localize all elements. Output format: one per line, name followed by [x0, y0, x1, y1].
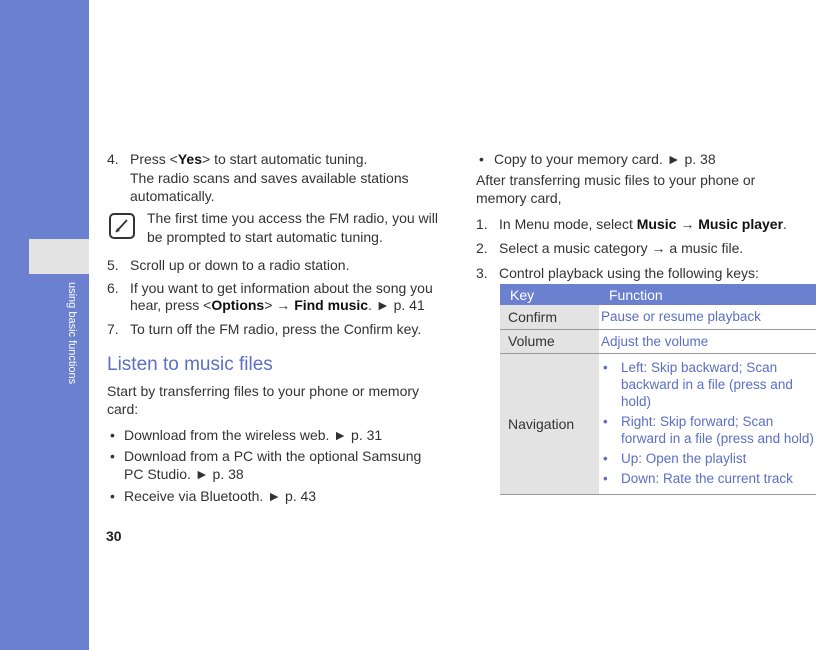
section-heading: Listen to music files — [107, 354, 273, 375]
intro-line2: card: — [107, 401, 139, 417]
step-4-text: Press <Yes> to start automatic tuning. — [130, 151, 368, 167]
bullet-marker: • — [110, 427, 115, 443]
sidebar-label: using basic functions — [66, 282, 78, 385]
step-6-line1: If you want to get information about the song you — [130, 280, 433, 296]
bullet-memory-card: Copy to your memory card. ► p. 38 — [494, 151, 716, 167]
step-4-number: 4. — [107, 151, 119, 167]
step-4-line3: automatically. — [130, 188, 215, 204]
step-6-number: 6. — [107, 280, 119, 296]
bullet-marker: • — [110, 488, 115, 504]
find-music-key: Find music — [294, 297, 369, 313]
r-step-2-number: 2. — [476, 240, 488, 256]
yes-key: Yes — [177, 151, 202, 167]
list-item: • Down: Rate the current track — [601, 470, 816, 487]
step-7-text: To turn off the FM radio, press the Confirm key. — [130, 321, 422, 337]
r-step-3-number: 3. — [476, 265, 488, 281]
bullet-bluetooth: Receive via Bluetooth. ► p. 43 — [124, 488, 317, 504]
list-item: • Left: Skip backward; Scan backward in a file (press and hold) — [601, 359, 816, 410]
list-item: • Right: Skip forward; Scan forward in a file (press and hold) — [601, 413, 816, 447]
bullet-marker: • — [110, 448, 115, 464]
page-number: 30 — [106, 528, 122, 544]
intro-line1: Start by transferring files to your phone or memory — [107, 383, 420, 399]
navigation-list — [601, 354, 816, 494]
step-5-text: Scroll up or down to a radio station. — [130, 257, 350, 273]
header-key: Key — [500, 284, 599, 305]
table-row — [500, 353, 816, 494]
header-function: Function — [599, 284, 816, 305]
r-step-3-text: Control playback using the following keys: — [499, 265, 759, 281]
step-4-line2: The radio scans and saves available stations — [130, 170, 409, 186]
key-cell: Volume — [500, 329, 599, 353]
step-5-number: 5. — [107, 257, 119, 273]
music-player-key: Music player — [698, 216, 784, 232]
after-line1: After transferring music files to your phone or — [476, 172, 756, 188]
bullet-pc-line1: Download from a PC with the optional Samsung — [124, 448, 422, 464]
options-key: Options — [211, 297, 265, 313]
list-item: • Up: Open the playlist — [601, 450, 816, 467]
key-cell: Confirm — [500, 305, 599, 329]
note-line2: be prompted to start automatic tuning. — [147, 229, 383, 245]
r-step-1-text: In Menu mode, select Music → Music player. — [499, 216, 787, 232]
function-cell — [599, 353, 816, 494]
step-6-line2: hear, press <Options> → Find music. ► p. 41 — [130, 297, 425, 313]
after-line2: memory card, — [476, 190, 562, 206]
pencil-note-icon — [109, 213, 135, 239]
bullet-marker: • — [479, 151, 484, 167]
function-cell: Pause or resume playback — [599, 305, 816, 329]
bullet-wireless-web: Download from the wireless web. ► p. 31 — [124, 427, 383, 443]
table-row — [500, 305, 816, 329]
key-cell: Navigation — [500, 353, 599, 494]
function-cell: Adjust the volume — [599, 329, 816, 353]
bullet-pc-line2: PC Studio. ► p. 38 — [124, 466, 244, 482]
step-7-number: 7. — [107, 321, 119, 337]
music-key: Music — [636, 216, 677, 232]
r-step-1-number: 1. — [476, 216, 488, 232]
r-step-2-text: Select a music category → a music file. — [499, 240, 744, 256]
table-row — [500, 329, 816, 353]
keys-table — [500, 284, 816, 495]
note-line1: The first time you access the FM radio, you will — [147, 210, 438, 226]
sidebar-tab — [29, 239, 89, 274]
